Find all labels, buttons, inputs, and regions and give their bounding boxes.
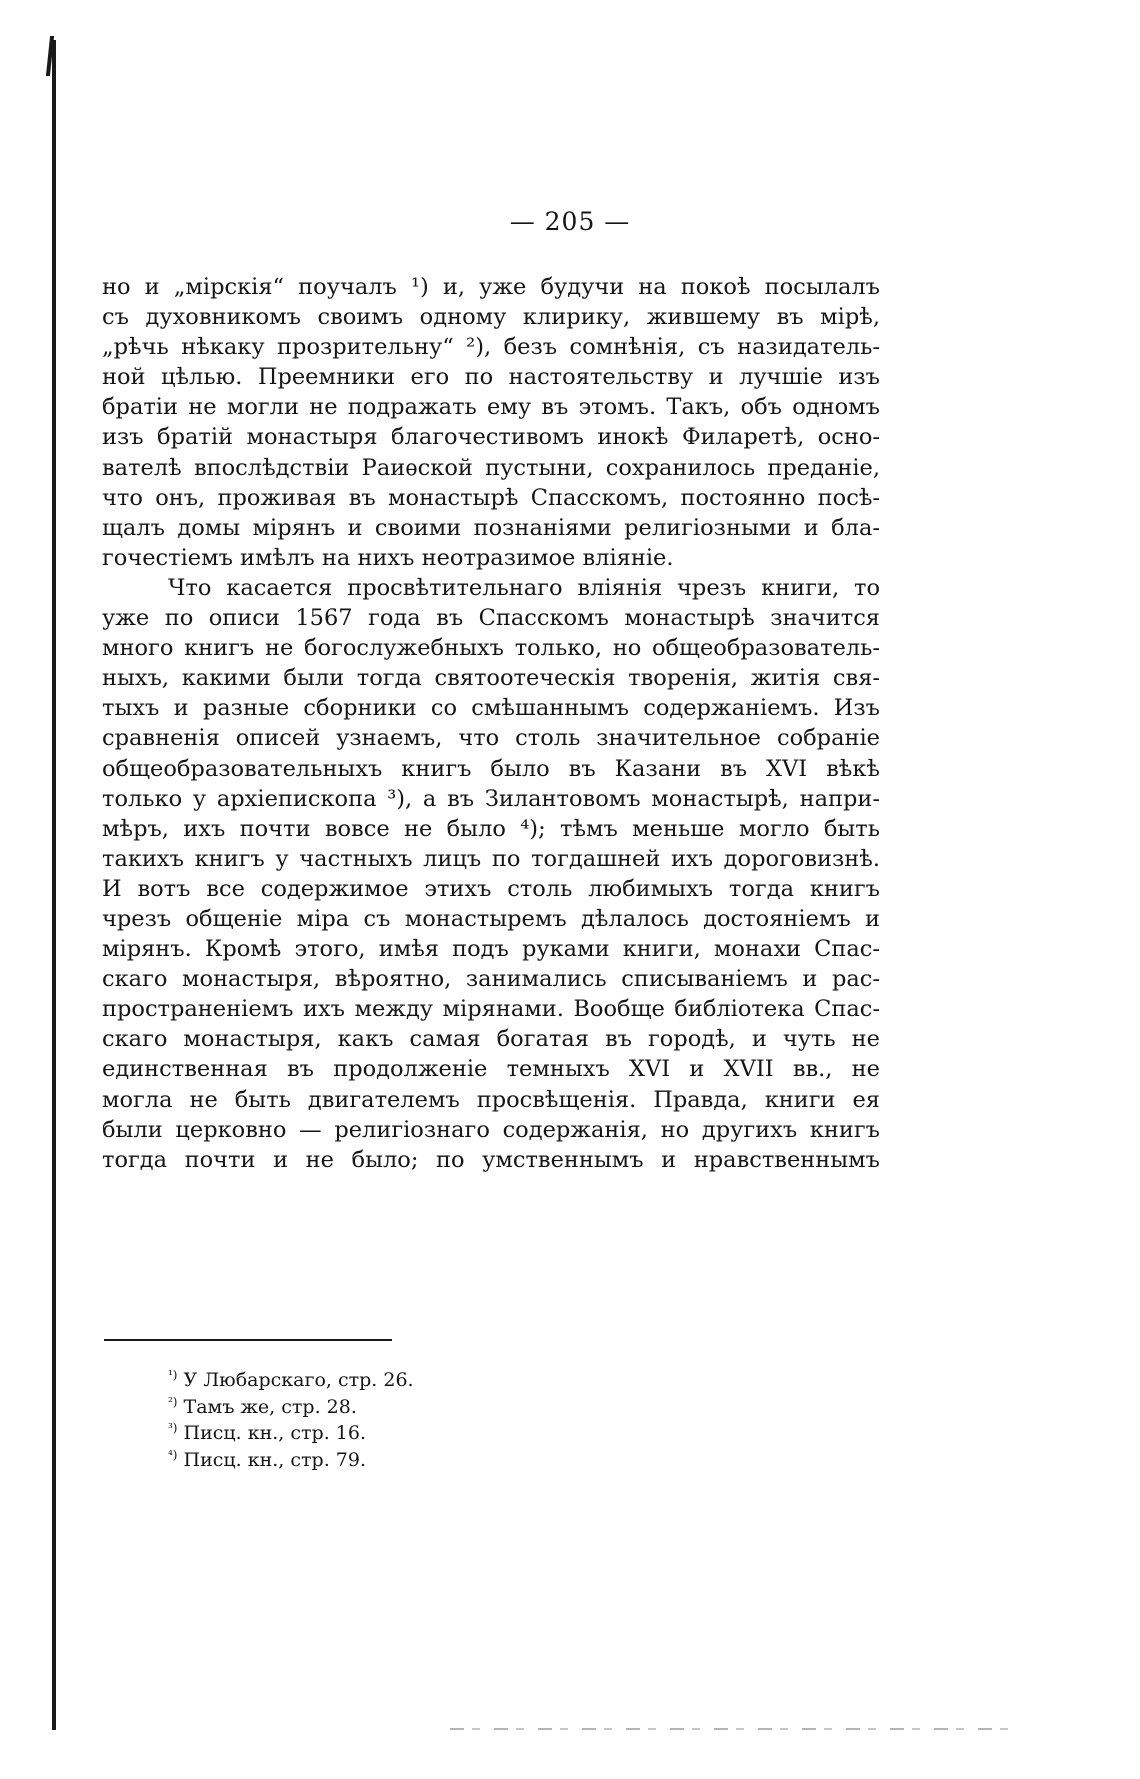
text-line: уже по описи 1567 года въ Спасскомъ монастырѣ значится <box>102 605 880 632</box>
text-line: много книгъ не богослужебныхъ только, но общеобразователь- <box>102 635 880 662</box>
text-line: пространеніемъ ихъ между мірянами. Вообще библіотека Спас- <box>102 996 880 1023</box>
text-line: мѣръ, ихъ почти вовсе не было ⁴); тѣмъ меньше могло быть <box>102 815 880 842</box>
text-line: могла не быть двигателемъ просвѣщенія. Правда, книги ея <box>102 1086 880 1113</box>
text-line: съ духовникомъ своимъ одному клирику, жившему въ мірѣ, <box>102 304 880 331</box>
text-line: скаго монастыря, вѣроятно, занимались списываніемъ и рас- <box>102 966 880 993</box>
text-line: были церковно — религіознаго содержанія, но другихъ книгъ <box>102 1116 880 1143</box>
text-line: тогда почти и не было; по умственнымъ и нравственнымъ <box>102 1146 880 1173</box>
footnote <box>168 1442 414 1469</box>
footnote <box>168 1415 414 1442</box>
text-line: мірянъ. Кромѣ этого, имѣя подъ руками книги, монахи Спас- <box>102 936 880 963</box>
text-line: только у архіепископа ³), а въ Зилантовомъ монастырѣ, напри- <box>102 785 880 812</box>
text-line: братіи не могли не подражать ему въ этомъ. Такъ, объ одномъ <box>102 394 880 421</box>
text-line: „рѣчь нѣкаку прозрительну“ ²), безъ сомнѣнія, съ назидатель- <box>102 334 880 361</box>
footnote-mark: ⁴) <box>168 1447 178 1462</box>
text-line: вателѣ впослѣдствіи Раиѳской пустыни, сохранилось преданіе, <box>102 454 880 481</box>
footnote-mark: ²) <box>168 1394 178 1409</box>
scan-noise <box>450 1728 1010 1730</box>
text-line: сравненія описей узнаемъ, что столь значительное собраніе <box>102 725 880 752</box>
binding-edge-line <box>52 40 56 1730</box>
footnote <box>168 1389 414 1416</box>
body-text <box>102 272 880 1175</box>
footnote-text: Писц. кн., стр. 16. <box>183 1422 366 1444</box>
text-line: но и „мірскія“ поучалъ ¹) и, уже будучи на покоѣ посылалъ <box>102 274 880 300</box>
text-line: чрезъ общеніе міра съ монастыремъ дѣлалось достояніемъ и <box>102 905 880 932</box>
text-line: общеобразовательныхъ книгъ было въ Казани въ XVI вѣкѣ <box>102 755 880 782</box>
footnote-mark: ³) <box>168 1421 178 1435</box>
text-line: тыхъ и разные сборники со смѣшаннымъ содержаніемъ. Изъ <box>102 695 880 722</box>
text-line: Что касается просвѣтительнаго вліянія чрезъ книги, то <box>168 574 880 601</box>
footnote-text: Писц. кн., стр. 79. <box>183 1448 366 1471</box>
text-line: изъ братій монастыря благочестивомъ инокѣ Филаретѣ, осно- <box>102 424 880 451</box>
text-line: единственная въ продолженіе темныхъ XVI и XVII вв., не <box>102 1056 880 1083</box>
footnote-rule <box>104 1339 392 1341</box>
text-line: ныхъ, какими были тогда святоотеческія творенія, житія свя- <box>102 665 880 692</box>
footnote-text: Тамъ же, стр. 28. <box>183 1395 357 1418</box>
text-line: скаго монастыря, какъ самая богатая въ городѣ, и чуть не <box>102 1026 880 1053</box>
text-line: что онъ, проживая въ монастырѣ Спасскомъ, постоянно посѣ- <box>102 484 880 511</box>
text-line: такихъ книгъ у частныхъ лицъ по тогдашней ихъ дороговизнѣ. <box>102 845 880 872</box>
text-line: щалъ домы мірянъ и своими познаніями религіозными и бла- <box>102 514 880 541</box>
page-number: — 205 — <box>509 207 631 236</box>
text-line: И вотъ все содержимое этихъ столь любимыхъ тогда книгъ <box>102 875 880 902</box>
footnote <box>168 1362 414 1389</box>
footnote-text: У Любарскаго, стр. 26. <box>183 1369 414 1391</box>
footnotes <box>168 1362 414 1471</box>
footnote-mark: ¹) <box>168 1368 178 1382</box>
text-line: гочестіемъ имѣлъ на нихъ неотразимое вліяніе. <box>102 544 674 571</box>
text-line: ной цѣлью. Преемники его по настоятельству и лучшіе изъ <box>102 364 880 391</box>
